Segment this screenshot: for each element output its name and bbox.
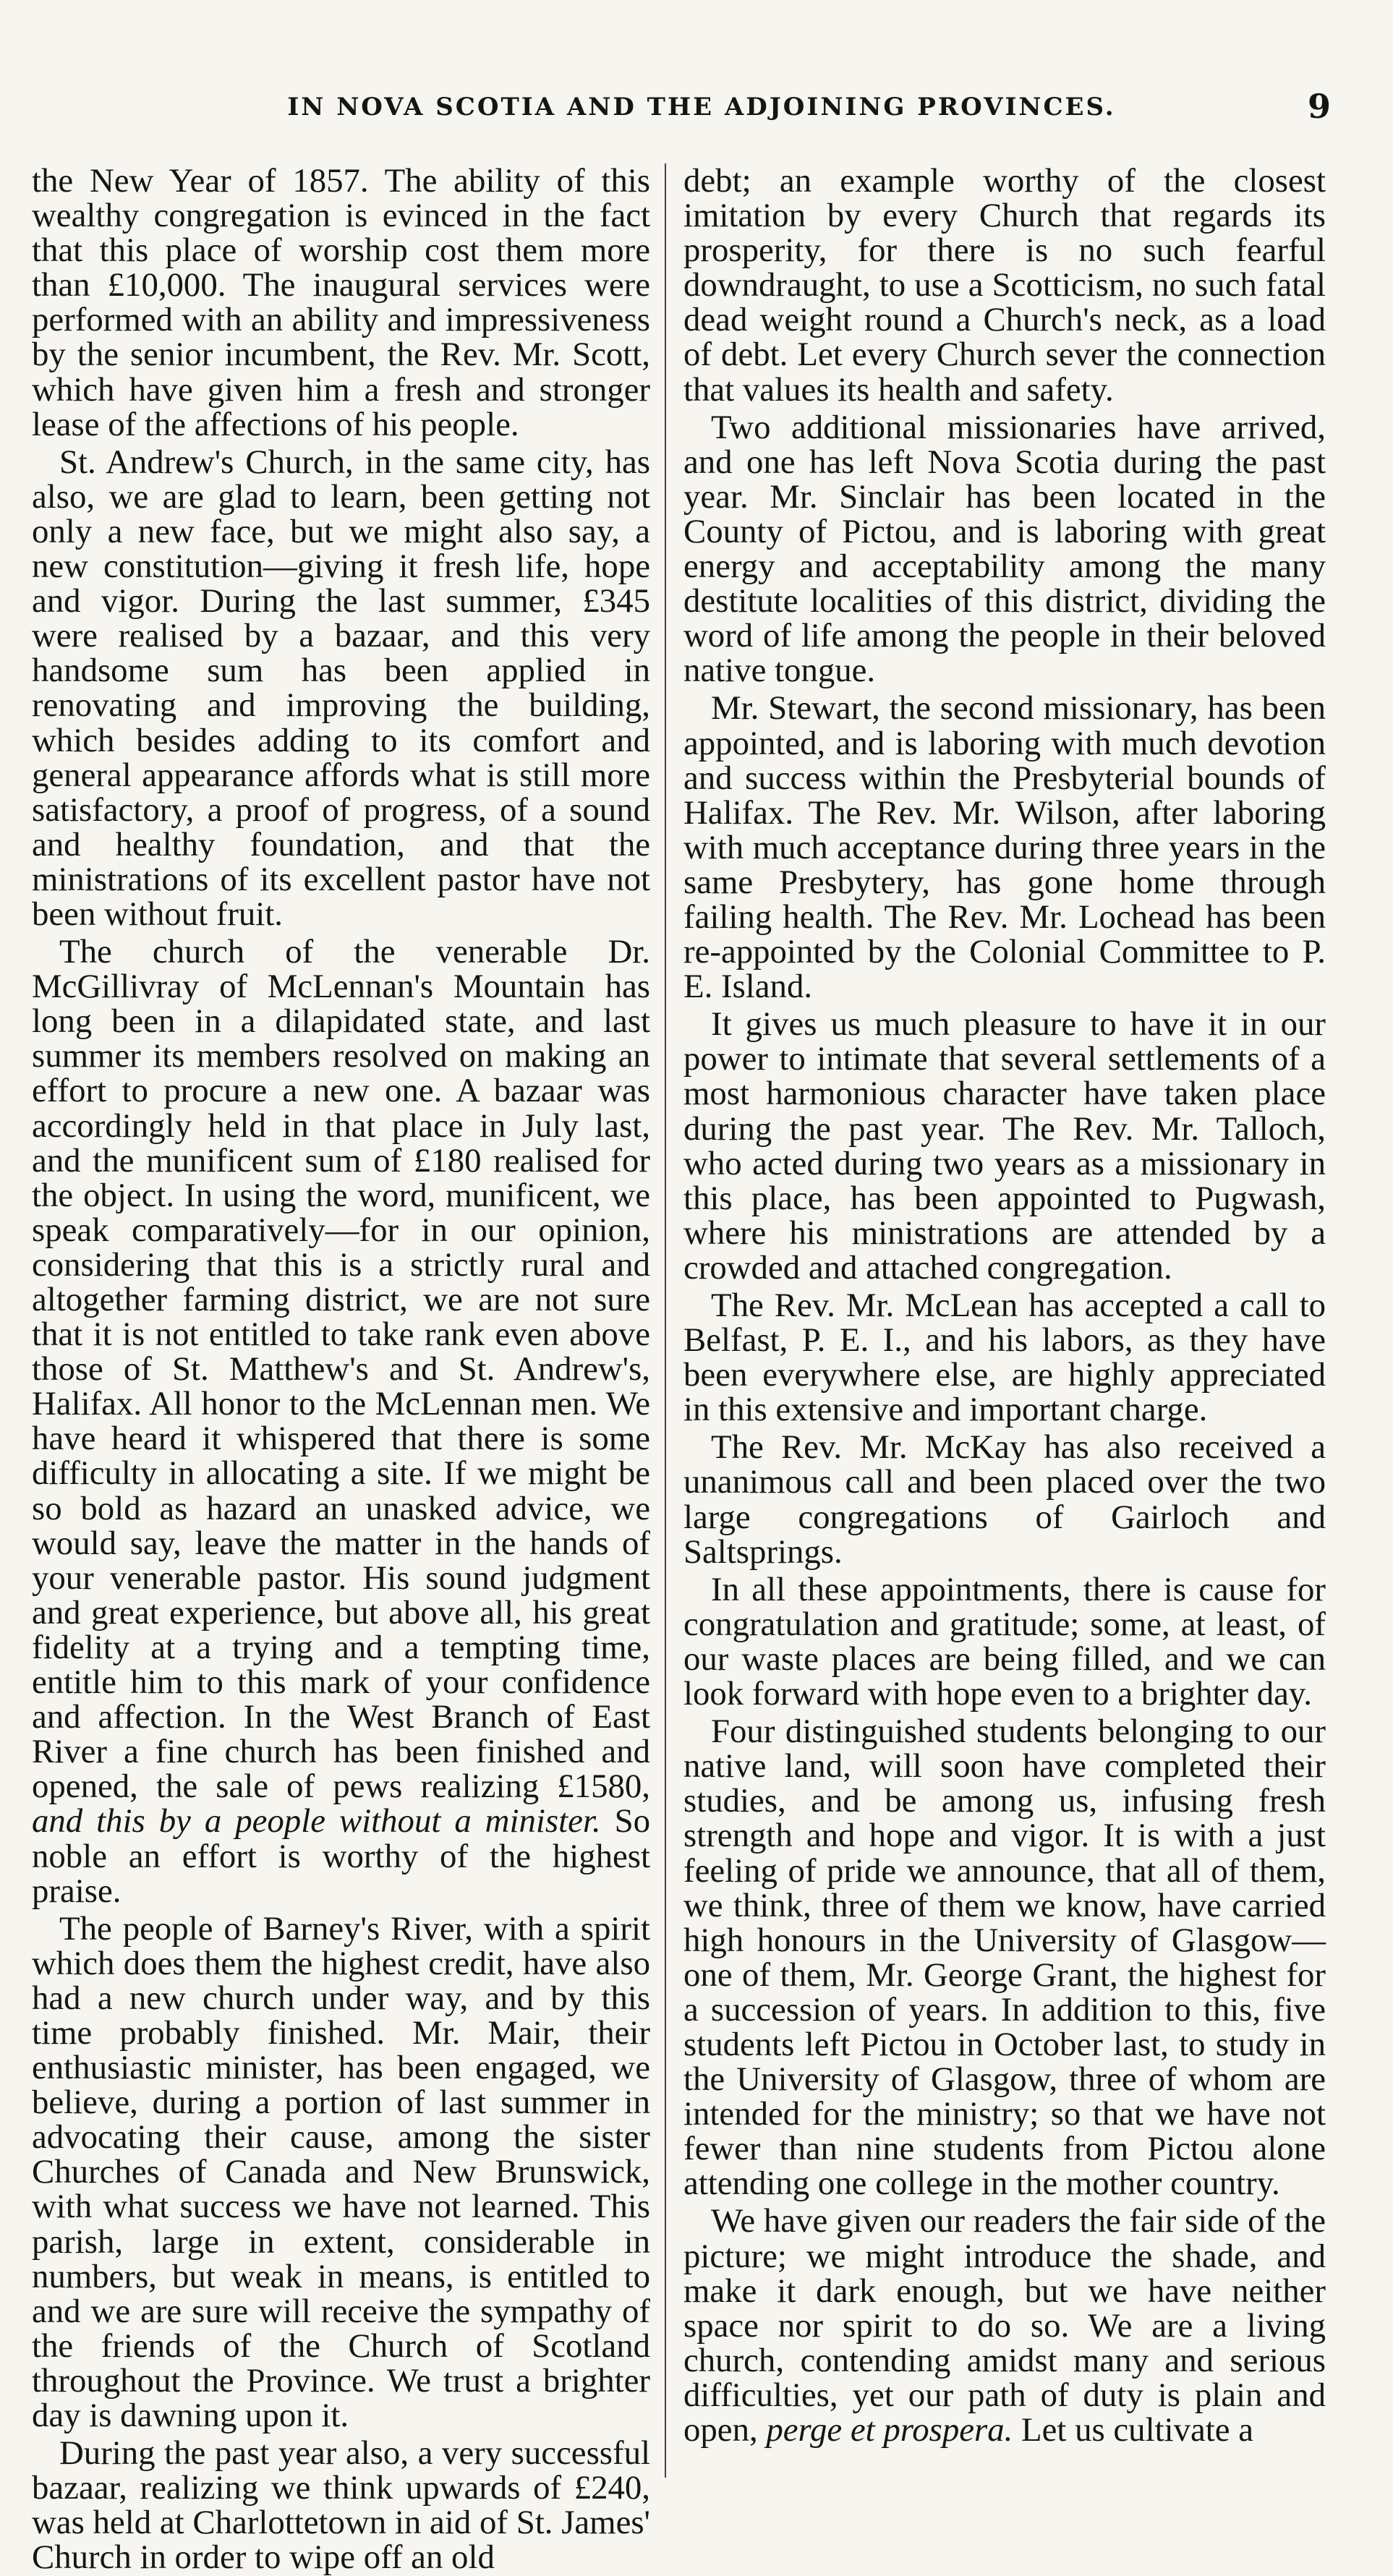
paragraph: In all these appointments, there is cause for congratulation and gratitude; some, at least, of our waste places are being filled, and we can look forward with hope even to a brighter day. bbox=[683, 1570, 1326, 1713]
paragraph: St. Andrew's Church, in the same city, has also, we are glad to learn, been getting not only a new face, but we might also say, a new constitution—giving it fresh life, hope and vigor. During the last summer, £345 were realised by a bazaar, and this very handsome sum has been applied in renovating and improving the building, which besides adding to its comfort and general appearance affords what is still more satisfactory, a proof of progress, of a sound and healthy foundation, and that the ministrations of its excellent pastor have not been without fruit. bbox=[32, 443, 650, 933]
right-column bbox=[683, 163, 1326, 2478]
paragraph: The Rev. Mr. McKay has also received a unanimous call and been placed over the two large congregations of Gairloch and Saltsprings. bbox=[683, 1428, 1326, 1571]
paragraph: The church of the venerable Dr. McGillivray of McLennan's Mountain has long been in a dilapidated state, and last summer its members resolved on making an effort to procure a new one. A bazaar was accordingly held in that place in July last, and the munificent sum of £180 realised for the object. In using the word, munificent, we speak comparatively—for in our opinion, considering that this is a strictly rural and altogether farming district, we are not sure that it is not entitled to take rank even above those of St. Matthew's and St. Andrew's, Halifax. All honor to the McLennan men. We have heard it whispered that there is some difficulty in allocating a site. If we might be so bold as hazard an unasked advice, we would say, leave the matter in the hands of your venerable pastor. His sound judgment and great experience, but above all, his great fidelity at a trying and a tempting time, entitle him to this mark of your confidence and affection. In the West Branch of East River a fine church has been finished and opened, the sale of pews realizing £1580, and this by a people without a minister. So noble an effort is worthy of the highest praise. bbox=[32, 933, 650, 1910]
paragraph: Four distinguished students belonging to our native land, will soon have completed their studies, and be among us, infusing fresh strength and hope and vigor. It is with a just feeling of pride we announce, that all of them, we think, three of them we know, have carried high honours in the University of Glasgow—one of them, Mr. George Grant, the highest for a succession of years. In addition to this, five students left Pictou in October last, to study in the University of Glasgow, three of whom are intended for the ministry; so that we have not fewer than nine students from Pictou alone attending one college in the mother country. bbox=[683, 1713, 1326, 2203]
page-number: 9 bbox=[1307, 87, 1331, 126]
page-header bbox=[51, 87, 1338, 136]
italic-phrase: and this by a people without a minister. bbox=[32, 1802, 601, 1841]
paragraph: the New Year of 1857. The ability of this wealthy congregation is evinced in the fact that this place of worship cost them more than £10,000. The inaugural services were performed with an ability and impressiveness by the senior incumbent, the Rev. Mr. Scott, which have given him a fresh and stronger lease of the affections of his people. bbox=[32, 162, 650, 443]
paragraph: It gives us much pleasure to have it in our power to intimate that several settlements of a most harmonious character have taken place during the past year. The Rev. Mr. Talloch, who acted during two years as a missionary in this place, has been appointed to Pugwash, where his ministrations are attended by a crowded and attached congregation. bbox=[683, 1005, 1326, 1287]
italic-phrase: perge et prospera. bbox=[766, 2411, 1013, 2449]
paragraph: We have given our readers the fair side of the picture; we might introduce the shade, and make it dark enough, but we have neither space nor spirit to do so. We are a living church, contending amidst many and serious difficulties, yet our path of duty is plain and open, perge et prospera. Let us cultivate a bbox=[683, 2202, 1326, 2449]
paragraph: The Rev. Mr. McLean has accepted a call to Belfast, P. E. I., and his labors, as they have been everywhere else, are highly appreciated in this extensive and important charge. bbox=[683, 1287, 1326, 1429]
column-divider bbox=[665, 163, 666, 2478]
paragraph: Mr. Stewart, the second missionary, has been appointed, and is laboring with much devotion and success within the Presbyterial bounds of Halifax. The Rev. Mr. Wilson, after laboring with much acceptance during three years in the same Presbytery, has gone home through failing health. The Rev. Mr. Lochead has been re-appointed by the Colonial Committee to P. E. Island. bbox=[683, 689, 1326, 1006]
paragraph: Two additional missionaries have arrived, and one has left Nova Scotia during the past year. Mr. Sinclair has been located in the County of Pictou, and is laboring with great energy and acceptability among the many destitute localities of this district, dividing the word of life among the people in their beloved native tongue. bbox=[683, 408, 1326, 690]
paragraph: The people of Barney's River, with a spirit which does them the highest credit, have also had a new church under way, and by this time probably finished. Mr. Mair, their enthusiastic minister, has been engaged, we believe, during a portion of last summer in advocating their cause, among the sister Churches of Canada and New Brunswick, with what success we have not learned. This parish, large in extent, considerable in numbers, but weak in means, is entitled to and we are sure will receive the sympathy of the friends of the Church of Scotland throughout the Province. We trust a brighter day is dawning upon it. bbox=[32, 1909, 650, 2434]
paragraph: During the past year also, a very successful bazaar, realizing we think upwards of £240, was held at Charlottetown in aid of St. James' Church in order to wipe off an old bbox=[32, 2434, 650, 2576]
paragraph: debt; an example worthy of the closest imitation by every Church that regards its prosperity, for there is no such fearful downdraught, to use a Scotticism, no such fatal dead weight round a Church's neck, as a load of debt. Let every Church sever the connection that values its health and safety. bbox=[683, 162, 1326, 409]
running-head: IN NOVA SCOTIA AND THE ADJOINING PROVINCES. bbox=[287, 93, 1116, 121]
left-column bbox=[32, 162, 650, 2576]
